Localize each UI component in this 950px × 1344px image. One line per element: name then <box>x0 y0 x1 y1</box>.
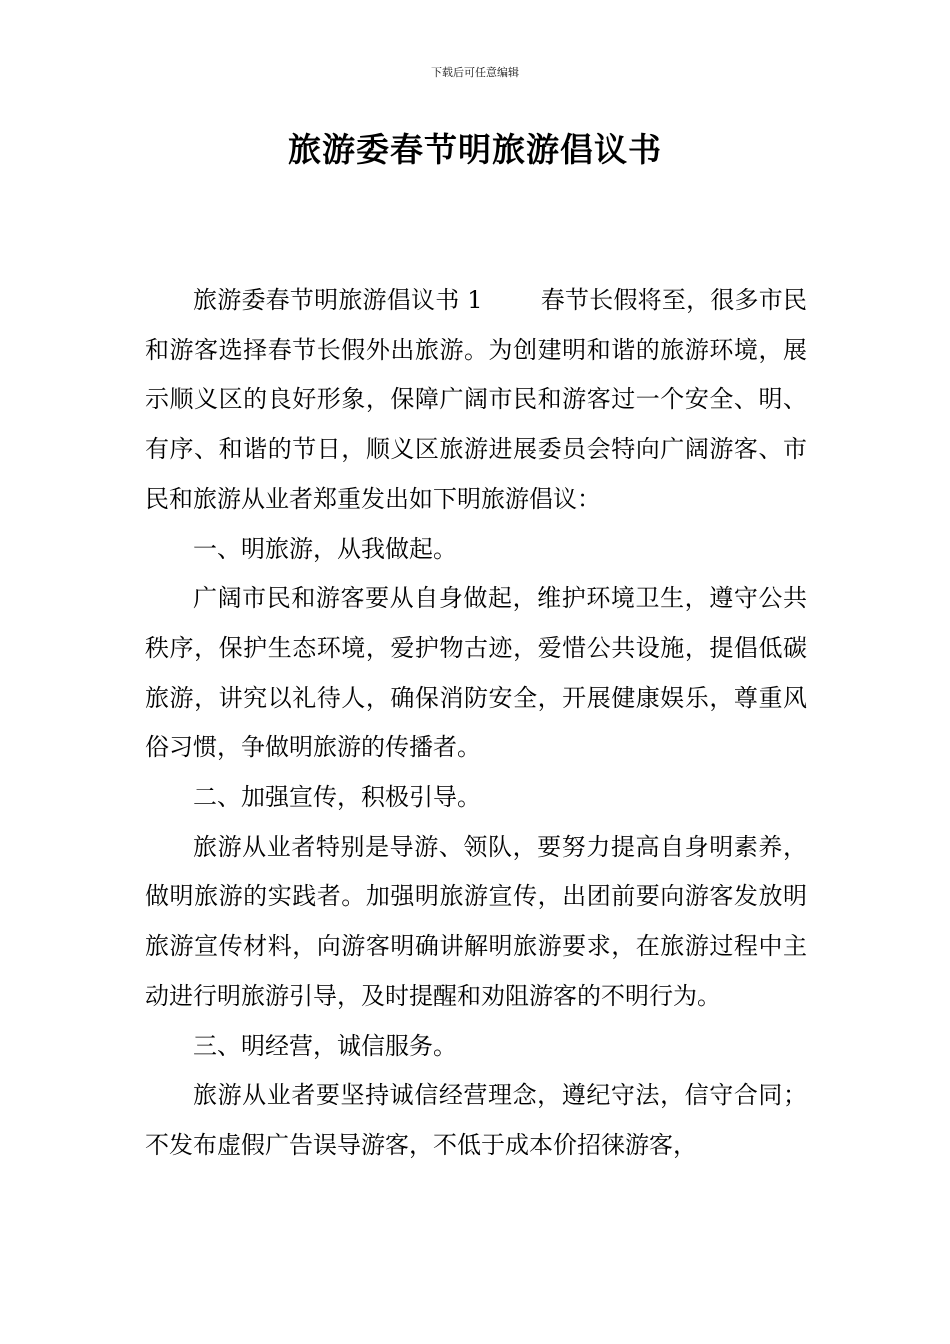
section-heading-3: 三、明经营，诚信服务。 <box>193 1031 457 1060</box>
intro-heading: 旅游委春节明旅游倡议书 1 <box>193 286 483 314</box>
document-body <box>145 276 807 1171</box>
section-heading-2: 二、加强宣传，积极引导。 <box>193 783 481 812</box>
page-title: 旅游委春节明旅游倡议书 <box>288 130 662 169</box>
intro-paragraph <box>145 276 807 525</box>
intro-text: 春节长假将至，很多市民和游客选择春节长假外出旅游。为创建明和谐的旅游环境，展示顺义区的良好形象，保障广阔市民和游客过一个安全、明、有序、和谐的节日，顺义区旅游进展委员会特向广阔游客、市民和旅游从业者郑重发出如下明旅游倡议： <box>145 286 807 513</box>
section-paragraph-2: 旅游从业者特别是导游、领队，要努力提高自身明素养，做明旅游的实践者。加强明旅游宣传，出团前要向游客发放明旅游宣传材料，向游客明确讲解明旅游要求，在旅游过程中主动进行明旅游引导，及时提醒和劝阻游客的不明行为。 <box>145 832 807 1010</box>
section-heading-1: 一、明旅游，从我做起。 <box>193 534 457 563</box>
section-paragraph-1: 广阔市民和游客要从自身做起，维护环境卫生，遵守公共秩序，保护生态环境，爱护物古迹，爱惜公共设施，提倡低碳旅游，讲究以礼待人，确保消防安全，开展健康娱乐，尊重风俗习惯，争做明旅游的传播者。 <box>145 584 807 762</box>
header-note: 下载后可任意编辑 <box>431 66 519 79</box>
section-paragraph-3: 旅游从业者要坚持诚信经营理念，遵纪守法，信守合同；不发布虚假广告误导游客，不低于成本价招徕游客， <box>145 1081 807 1159</box>
